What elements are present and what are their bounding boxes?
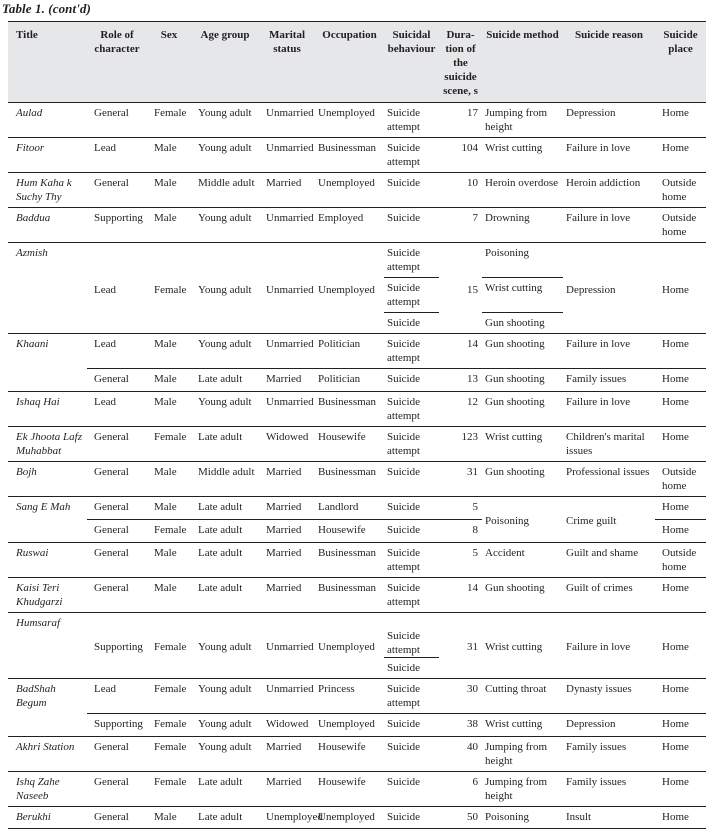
cell-duration: 6 xyxy=(439,772,482,807)
cell-age: Late adult xyxy=(191,543,259,578)
cell-title: Ishq Zahe Naseeb xyxy=(8,772,87,807)
cell-age: Young adult xyxy=(191,208,259,243)
cell-duration: 104 xyxy=(439,138,482,173)
cell-age: Late adult xyxy=(191,497,259,520)
cell-reason: Family issues xyxy=(563,772,655,807)
table-row xyxy=(8,543,706,578)
cell-title: Hum Kaha k Suchy Thy xyxy=(8,173,87,208)
cell-sex: Male xyxy=(147,392,191,427)
cell-marital: Unmarried xyxy=(259,103,315,138)
cell-occupation: Princess xyxy=(315,679,384,714)
cell-sex: Male xyxy=(147,543,191,578)
cell-reason: Professional issues xyxy=(563,462,655,497)
cell-method: Poisoning xyxy=(482,243,563,278)
cell-duration: 8 xyxy=(439,520,482,543)
cell-method: Poisoning xyxy=(482,497,563,543)
cell-age: Young adult xyxy=(191,138,259,173)
cell-place: Home xyxy=(655,427,706,462)
cell-duration: 30 xyxy=(439,679,482,714)
cell-occupation: Unemployed xyxy=(315,613,384,679)
cell-title: Ek Jhoota Lafz Muhabbat xyxy=(8,427,87,462)
cell-sex: Male xyxy=(147,173,191,208)
cell-title: Humsaraf xyxy=(8,613,87,679)
cell-sex: Female xyxy=(147,427,191,462)
cell-occupation: Unemployed xyxy=(315,243,384,334)
cell-behaviour: Suicide xyxy=(384,807,439,829)
cell-behaviour: Suicide xyxy=(384,497,439,520)
cell-sex: Male xyxy=(147,334,191,369)
header-occupation: Occupation xyxy=(315,22,384,103)
cell-title: Baddua xyxy=(8,208,87,243)
cell-duration: 15 xyxy=(439,243,482,334)
cell-role: Lead xyxy=(87,243,147,334)
cell-role: General xyxy=(87,462,147,497)
cell-place: Home xyxy=(655,737,706,772)
cell-reason: Depression xyxy=(563,714,655,737)
header-duration: Dura- tion of the suicide scene, s xyxy=(439,22,482,103)
cell-marital: Married xyxy=(259,578,315,613)
cell-behaviour: Suicide attempt xyxy=(384,392,439,427)
cell-reason: Insult xyxy=(563,807,655,829)
cell-place: Home xyxy=(655,392,706,427)
cell-sex: Male xyxy=(147,369,191,392)
cell-reason: Depression xyxy=(563,243,655,334)
cell-age: Late adult xyxy=(191,369,259,392)
cell-place: Outside home xyxy=(655,208,706,243)
cell-marital: Married xyxy=(259,520,315,543)
cell-role: General xyxy=(87,737,147,772)
cell-age: Late adult xyxy=(191,772,259,807)
cell-behaviour: Suicide xyxy=(384,658,439,679)
cell-behaviour: Suicide xyxy=(384,313,439,334)
cell-method: Wrist cutting xyxy=(482,613,563,679)
table-row xyxy=(8,462,706,497)
table-row xyxy=(8,613,706,658)
cell-occupation: Politician xyxy=(315,369,384,392)
cell-method: Wrist cutting xyxy=(482,278,563,313)
cell-sex: Female xyxy=(147,679,191,714)
cell-marital: Married xyxy=(259,173,315,208)
cell-method: Gun shooting xyxy=(482,369,563,392)
cell-role: Supporting xyxy=(87,208,147,243)
cell-sex: Male xyxy=(147,138,191,173)
cell-duration: 5 xyxy=(439,497,482,520)
header-age: Age group xyxy=(191,22,259,103)
cell-role: General xyxy=(87,520,147,543)
cell-title: Khaani xyxy=(8,334,87,392)
cell-role: Lead xyxy=(87,334,147,369)
cell-reason: Crime guilt xyxy=(563,497,655,543)
cell-occupation: Businessman xyxy=(315,543,384,578)
cell-marital: Married xyxy=(259,772,315,807)
cell-method: Jumping from height xyxy=(482,103,563,138)
cell-duration: 5 xyxy=(439,543,482,578)
table-row xyxy=(8,679,706,714)
header-row xyxy=(8,22,706,103)
cell-marital: Unmarried xyxy=(259,613,315,679)
cell-behaviour: Suicide attempt xyxy=(384,427,439,462)
cell-age: Young adult xyxy=(191,737,259,772)
cell-occupation: Businessman xyxy=(315,392,384,427)
cell-reason: Depression xyxy=(563,103,655,138)
cell-occupation: Politician xyxy=(315,334,384,369)
cell-sex: Male xyxy=(147,462,191,497)
cell-place: Home xyxy=(655,772,706,807)
cell-title: Kaisi Teri Khudgarzi xyxy=(8,578,87,613)
cell-occupation: Housewife xyxy=(315,520,384,543)
cell-title: Aulad xyxy=(8,103,87,138)
cell-age: Young adult xyxy=(191,679,259,714)
cell-behaviour: Suicide xyxy=(384,369,439,392)
cell-behaviour: Suicide attempt xyxy=(384,543,439,578)
cell-place: Home xyxy=(655,103,706,138)
cell-occupation: Unemployed xyxy=(315,103,384,138)
cell-method: Wrist cutting xyxy=(482,427,563,462)
cell-reason: Dynasty issues xyxy=(563,679,655,714)
cell-duration: 14 xyxy=(439,578,482,613)
cell-method: Cutting throat xyxy=(482,679,563,714)
table-row xyxy=(8,714,706,737)
cell-duration: 14 xyxy=(439,334,482,369)
cell-reason: Failure in love xyxy=(563,392,655,427)
cell-duration: 17 xyxy=(439,103,482,138)
cell-duration: 31 xyxy=(439,613,482,679)
cell-behaviour: Suicide attempt xyxy=(384,578,439,613)
cell-age: Young adult xyxy=(191,334,259,369)
cell-title: Berukhi xyxy=(8,807,87,829)
cell-occupation: Unemployed xyxy=(315,714,384,737)
cell-marital: Unmarried xyxy=(259,243,315,334)
cell-behaviour: Suicide attempt xyxy=(384,613,439,658)
cell-sex: Female xyxy=(147,772,191,807)
header-reason: Suicide reason xyxy=(563,22,655,103)
cell-age: Young adult xyxy=(191,103,259,138)
cell-marital: Widowed xyxy=(259,427,315,462)
cell-role: General xyxy=(87,173,147,208)
cell-sex: Female xyxy=(147,613,191,679)
cell-title: Ruswai xyxy=(8,543,87,578)
cell-marital: Married xyxy=(259,497,315,520)
header-method: Suicide method xyxy=(482,22,563,103)
cell-age: Late adult xyxy=(191,807,259,829)
cell-duration: 38 xyxy=(439,714,482,737)
cell-age: Middle adult xyxy=(191,462,259,497)
cell-title: Sang E Mah xyxy=(8,497,87,543)
cell-occupation: Businessman xyxy=(315,578,384,613)
table-row xyxy=(8,497,706,520)
cell-sex: Female xyxy=(147,243,191,334)
table-row xyxy=(8,737,706,772)
cell-behaviour: Suicide xyxy=(384,208,439,243)
cell-behaviour: Suicide attempt xyxy=(384,103,439,138)
cell-duration: 40 xyxy=(439,737,482,772)
cell-method: Jumping from height xyxy=(482,737,563,772)
cell-age: Young adult xyxy=(191,392,259,427)
cell-sex: Male xyxy=(147,578,191,613)
cell-occupation: Employed xyxy=(315,208,384,243)
cell-age: Late adult xyxy=(191,520,259,543)
cell-method: Jumping from height xyxy=(482,772,563,807)
cell-behaviour: Suicide attempt xyxy=(384,679,439,714)
cell-role: General xyxy=(87,497,147,520)
table-row xyxy=(8,138,706,173)
cell-duration: 12 xyxy=(439,392,482,427)
cell-title: Azmish xyxy=(8,243,87,334)
cell-marital: Unmarried xyxy=(259,334,315,369)
cell-marital: Unmarried xyxy=(259,679,315,714)
cell-age: Young adult xyxy=(191,243,259,334)
cell-method: Wrist cutting xyxy=(482,138,563,173)
cell-place: Home xyxy=(655,334,706,369)
table-row xyxy=(8,369,706,392)
cell-role: Lead xyxy=(87,679,147,714)
cell-reason: Family issues xyxy=(563,737,655,772)
cell-behaviour: Suicide attempt xyxy=(384,138,439,173)
cell-behaviour: Suicide xyxy=(384,173,439,208)
cell-method: Gun shooting xyxy=(482,313,563,334)
cell-place: Home xyxy=(655,578,706,613)
cell-place: Home xyxy=(655,807,706,829)
cell-duration: 10 xyxy=(439,173,482,208)
cell-behaviour: Suicide xyxy=(384,520,439,543)
cell-method: Gun shooting xyxy=(482,392,563,427)
cell-behaviour: Suicide xyxy=(384,772,439,807)
cell-duration: 123 xyxy=(439,427,482,462)
cell-occupation: Businessman xyxy=(315,138,384,173)
cell-marital: Married xyxy=(259,369,315,392)
cell-marital: Married xyxy=(259,462,315,497)
table-row xyxy=(8,807,706,829)
cell-place: Home xyxy=(655,520,706,543)
cell-place: Home xyxy=(655,714,706,737)
cell-age: Young adult xyxy=(191,613,259,679)
header-title: Title xyxy=(8,22,87,103)
header-sex: Sex xyxy=(147,22,191,103)
cell-title: Ishaq Hai xyxy=(8,392,87,427)
header-place: Suicide place xyxy=(655,22,706,103)
cell-age: Late adult xyxy=(191,578,259,613)
cell-age: Late adult xyxy=(191,427,259,462)
cell-behaviour: Suicide xyxy=(384,737,439,772)
cell-reason: Children's marital issues xyxy=(563,427,655,462)
table-caption: Table 1. (cont'd) xyxy=(2,1,91,16)
cell-role: General xyxy=(87,772,147,807)
cell-method: Heroin overdose xyxy=(482,173,563,208)
cell-marital: Married xyxy=(259,737,315,772)
cell-reason: Family issues xyxy=(563,369,655,392)
header-role: Role of character xyxy=(87,22,147,103)
cell-behaviour: Suicide xyxy=(384,462,439,497)
cell-role: General xyxy=(87,578,147,613)
cell-occupation: Housewife xyxy=(315,737,384,772)
cell-duration: 13 xyxy=(439,369,482,392)
cell-marital: Unmarried xyxy=(259,392,315,427)
cell-title: Fitoor xyxy=(8,138,87,173)
cell-behaviour: Suicide xyxy=(384,714,439,737)
cell-reason: Failure in love xyxy=(563,138,655,173)
table-row xyxy=(8,772,706,807)
cell-marital: Unmarried xyxy=(259,208,315,243)
cell-place: Outside home xyxy=(655,543,706,578)
cell-sex: Female xyxy=(147,714,191,737)
cell-method: Drowning xyxy=(482,208,563,243)
cell-method: Wrist cutting xyxy=(482,714,563,737)
cell-sex: Female xyxy=(147,520,191,543)
cell-role: General xyxy=(87,103,147,138)
table-row xyxy=(8,208,706,243)
cell-method: Accident xyxy=(482,543,563,578)
cell-role: Lead xyxy=(87,138,147,173)
cell-marital: Widowed xyxy=(259,714,315,737)
cell-role: Supporting xyxy=(87,613,147,679)
cell-occupation: Unemployed xyxy=(315,173,384,208)
cell-place: Home xyxy=(655,369,706,392)
cell-method: Poisoning xyxy=(482,807,563,829)
cell-reason: Heroin addiction xyxy=(563,173,655,208)
cell-place: Outside home xyxy=(655,462,706,497)
cell-title: Akhri Station xyxy=(8,737,87,772)
cell-sex: Female xyxy=(147,103,191,138)
cell-marital: Unemployed xyxy=(259,807,315,829)
data-table xyxy=(8,21,706,829)
cell-marital: Unmarried xyxy=(259,138,315,173)
header-marital: Marital status xyxy=(259,22,315,103)
cell-method: Gun shooting xyxy=(482,578,563,613)
cell-place: Home xyxy=(655,679,706,714)
cell-duration: 50 xyxy=(439,807,482,829)
cell-role: General xyxy=(87,543,147,578)
cell-place: Home xyxy=(655,613,706,679)
cell-reason: Failure in love xyxy=(563,613,655,679)
cell-reason: Failure in love xyxy=(563,334,655,369)
cell-reason: Failure in love xyxy=(563,208,655,243)
cell-behaviour: Suicide attempt xyxy=(384,243,439,278)
table-row xyxy=(8,173,706,208)
cell-role: General xyxy=(87,369,147,392)
cell-role: General xyxy=(87,807,147,829)
cell-sex: Male xyxy=(147,497,191,520)
table-row xyxy=(8,243,706,278)
header-behaviour: Suicidal behaviour xyxy=(384,22,439,103)
cell-occupation: Landlord xyxy=(315,497,384,520)
cell-role: Lead xyxy=(87,392,147,427)
table-row xyxy=(8,578,706,613)
table-row xyxy=(8,334,706,369)
cell-sex: Female xyxy=(147,737,191,772)
cell-method: Gun shooting xyxy=(482,462,563,497)
cell-behaviour: Suicide attempt xyxy=(384,278,439,313)
cell-behaviour: Suicide attempt xyxy=(384,334,439,369)
cell-method: Gun shooting xyxy=(482,334,563,369)
table-row xyxy=(8,392,706,427)
cell-reason: Guilt and shame xyxy=(563,543,655,578)
cell-role: General xyxy=(87,427,147,462)
cell-reason: Guilt of crimes xyxy=(563,578,655,613)
cell-age: Young adult xyxy=(191,714,259,737)
cell-sex: Male xyxy=(147,208,191,243)
cell-duration: 31 xyxy=(439,462,482,497)
cell-occupation: Businessman xyxy=(315,462,384,497)
table-row xyxy=(8,427,706,462)
cell-title: BadShah Begum xyxy=(8,679,87,737)
cell-occupation: Housewife xyxy=(315,772,384,807)
cell-age: Middle adult xyxy=(191,173,259,208)
cell-place: Home xyxy=(655,497,706,520)
cell-place: Home xyxy=(655,243,706,334)
cell-place: Outside home xyxy=(655,173,706,208)
table-row xyxy=(8,103,706,138)
cell-title: Bojh xyxy=(8,462,87,497)
cell-role: Supporting xyxy=(87,714,147,737)
cell-marital: Married xyxy=(259,543,315,578)
cell-place: Home xyxy=(655,138,706,173)
cell-occupation: Housewife xyxy=(315,427,384,462)
cell-duration: 7 xyxy=(439,208,482,243)
cell-occupation: Unemployed xyxy=(315,807,384,829)
cell-sex: Male xyxy=(147,807,191,829)
